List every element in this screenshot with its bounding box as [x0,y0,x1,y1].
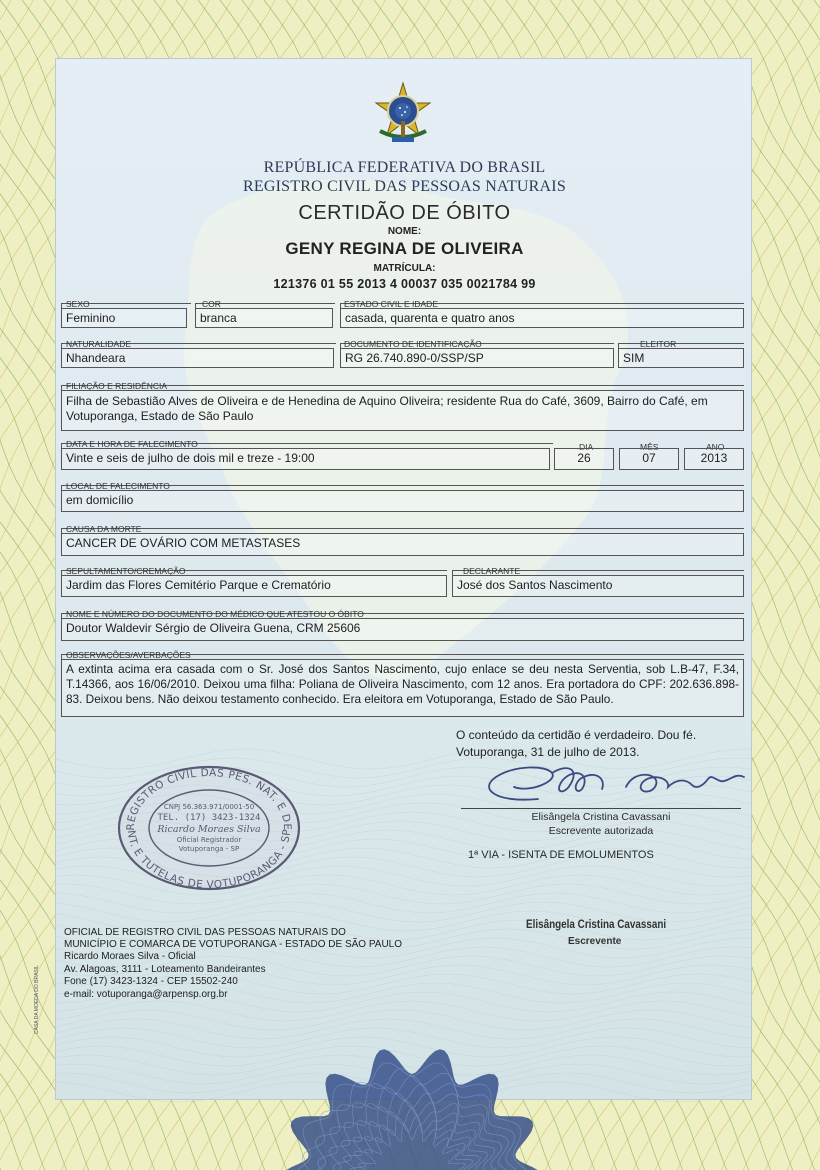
sex-field: Feminino [61,308,187,328]
cause-of-death-label: CAUSA DA MORTE [66,524,142,534]
id-document-label: DOCUMENTO DE IDENTIFICAÇÃO [344,339,482,349]
matricula-number: 121376 01 55 2013 4 00037 035 0021784 99 [273,277,536,291]
footer-line: Fone (17) 3423-1324 - CEP 15502-240 [64,976,238,987]
seal-cnpj: CNPJ 56.363.971/0001-50 [163,803,255,811]
month-field: 07 [619,448,679,470]
attestation-date: Votuporanga, 31 de julho de 2013. [456,745,640,759]
republic-heading: REPÚBLICA FEDERATIVA DO BRASIL [263,159,546,176]
burial-field: Jardim das Flores Cemitério Parque e Crematório [61,575,447,597]
day-label: DIA [579,442,594,452]
marital-status-label: ESTADO CIVIL E IDADE [344,299,438,309]
death-datetime-label: DATA E HORA DE FALECIMENTO [66,439,198,449]
footer-line: MUNICÍPIO E COMARCA DE VOTUPORANGA - ESTADO DE SÃO PAULO [64,939,403,950]
seal-city: Votuporanga - SP [178,845,240,853]
signer-role: Escrevente autorizada [548,825,654,837]
seal-arc-bottom: NT. E TUTELAS DE VOTUPORANGA - SP [124,829,294,892]
id-document-field: RG 26.740.890-0/SSP/SP [340,348,614,368]
death-place-label: LOCAL DE FALECIMENTO [66,481,170,491]
declarant-label: DECLARANTE [463,566,521,576]
seal-officer-role: Oficial Registrador [176,836,242,844]
signer-name: Elisângela Cristina Cavassani [531,811,671,823]
footer-line: OFICIAL DE REGISTRO CIVIL DAS PESSOAS NATURAIS DO [64,927,346,938]
seal-arc-top: REGISTRO CIVIL DAS PES. NAT. E DE [124,766,294,831]
registry-seal-stamp [114,764,304,892]
color-field: branca [195,308,333,328]
attestation-text: O conteúdo da certidão é verdadeiro. Dou fé. [456,728,697,742]
color-label: COR [202,299,221,309]
footer-line: Av. Alagoas, 3111 - Loteamento Bandeirantes [64,964,266,975]
security-rosette-icon [262,1030,562,1170]
name-label: NOME: [387,226,422,237]
matricula-label: MATRÍCULA: [373,263,436,274]
burial-label: SEPULTAMENTO/CREMAÇÃO [66,566,186,576]
marital-status-field: casada, quarenta e quatro anos [340,308,744,328]
year-label: ANO [706,442,725,452]
death-datetime-field: Vinte e seis de julho de dois mil e treze - 19:00 [61,448,550,470]
voter-label: ELEITOR [640,339,677,349]
clerk-stamp-role: Escrevente [568,936,622,947]
mint-side-print: CASA DA MOEDA DO BRASIL [34,965,40,1034]
birthplace-field: Nhandeara [61,348,334,368]
declarant-field: José dos Santos Nascimento [452,575,744,597]
seal-officer-name: Ricardo Moraes Silva [157,824,261,835]
year-field: 2013 [684,448,744,470]
certificate-title: CERTIDÃO DE ÓBITO [298,202,511,224]
month-label: MÊS [640,442,659,452]
brazil-coat-of-arms-icon [370,81,436,147]
deceased-name: GENY REGINA DE OLIVEIRA [285,239,524,258]
cause-of-death-field: CANCER DE OVÁRIO COM METASTASES [61,533,744,556]
day-field: 26 [554,448,614,470]
birthplace-label: NATURALIDADE [66,339,132,349]
filiation-label: FILIAÇÃO E RESIDÊNCIA [66,381,168,391]
footer-line: e-mail: votuporanga@arpensp.org.br [64,989,228,1000]
observations-field: A extinta acima era casada com o Sr. José dos Santos Nascimento, cujo enlace se deu nesta Serventia, sob L.B-47, F.34, T.14366, aos 16/06/2010. Deixou uma filha: Poliana de Oliveira Nascimento, com 12 anos. Era portadora do CPF: 202.636.898-83. Deixou bens. Não deixou testamento conhecido. Era eleitora em Votuporanga, Estado de São Paulo. [61,659,744,717]
physician-field: Doutor Waldevir Sérgio de Oliveira Guena, CRM 25606 [61,618,744,641]
registry-heading: REGISTRO CIVIL DAS PESSOAS NATURAIS [243,178,566,195]
certificate-sheet [34,58,752,1100]
clerk-stamp-name: Elisângela Cristina Cavassani [526,919,667,931]
observations-label: OBSERVAÇÕES/AVERBAÇÕES [66,650,191,660]
first-copy-exempt-note: 1ª VIA - ISENTA DE EMOLUMENTOS [468,849,654,861]
handwritten-signature [456,759,751,811]
sex-label: SEXO [66,299,90,309]
filiation-field: Filha de Sebastião Alves de Oliveira e de Henedina de Aquino Oliveira; residente Rua do Café, 3609, Bairro do Café, em Votuporanga, Estado de São Paulo [61,390,744,431]
voter-field: SIM [618,348,744,368]
physician-label: NOME E NÚMERO DO DOCUMENTO DO MÉDICO QUE ATESTOU O ÓBITO [66,609,364,619]
death-place-field: em domicílio [61,490,744,512]
footer-line: Ricardo Moraes Silva - Oficial [64,951,196,962]
seal-phone: TEL. (17) 3423-1324 [157,813,261,823]
